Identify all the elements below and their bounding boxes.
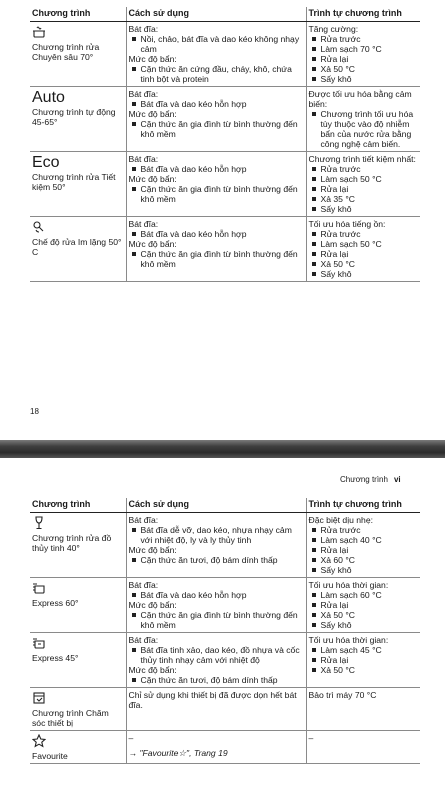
sequence-cell xyxy=(306,86,420,151)
program-name: Chương trình Chăm sóc thiết bị xyxy=(32,707,109,728)
program-row xyxy=(30,86,420,151)
machine-care-icon xyxy=(32,691,46,705)
soil-item: Cặn thức ăn gia đình từ bình thường đến khô mềm xyxy=(129,249,304,269)
sequence-step: Sấy khô xyxy=(309,565,419,575)
program-table-bottom xyxy=(30,498,420,764)
usage-label: Bát đĩa: xyxy=(128,218,159,229)
usage-item: Bát đĩa và dao kéo hỗn hợp xyxy=(129,590,304,600)
program-cell xyxy=(30,730,126,763)
page-number: 18 xyxy=(30,407,39,416)
sequence-list xyxy=(309,525,419,575)
header-language-code: vi xyxy=(393,475,401,484)
soil-list xyxy=(129,675,304,685)
soil-label: Mức độ bẩn: xyxy=(128,664,177,675)
usage-cell xyxy=(126,512,306,577)
col-header-sequence: Trình tự chương trình xyxy=(306,7,420,21)
usage-cell xyxy=(126,216,306,281)
usage-text: Chỉ sử dụng khi thiết bị đã được dọn hết bát đĩa. xyxy=(128,689,297,710)
usage-item: Bát đĩa và dao kéo hỗn hợp xyxy=(129,99,304,109)
sequence-step: Rửa lại xyxy=(309,249,419,259)
usage-cell xyxy=(126,687,306,730)
soil-label: Mức độ bẩn: xyxy=(128,108,177,119)
usage-list xyxy=(129,229,304,239)
program-cell xyxy=(30,512,126,577)
usage-cell xyxy=(126,151,306,216)
program-row xyxy=(30,151,420,216)
program-name: Favourite xyxy=(32,750,68,761)
soil-label: Mức độ bẩn: xyxy=(128,238,177,249)
sequence-title: Chương trình tiết kiệm nhất: xyxy=(308,153,416,164)
usage-text: – xyxy=(128,732,134,743)
col-header-usage: Cách sử dụng xyxy=(126,498,306,512)
soil-label: Mức độ bẩn: xyxy=(128,544,177,555)
sequence-step: Rửa trước xyxy=(309,164,419,174)
program-row xyxy=(30,216,420,281)
sequence-list xyxy=(309,109,419,149)
soil-list xyxy=(129,249,304,269)
sequence-cell xyxy=(306,632,420,687)
usage-item: Bát đĩa dễ vỡ, dao kéo, nhựa nhạy cảm với nhiệt độ, ly và ly thủy tinh xyxy=(129,525,304,545)
sequence-cell xyxy=(306,687,420,730)
sequence-step: Xả 35 °C xyxy=(309,194,419,204)
sequence-title: Bảo trì máy 70 °C xyxy=(308,689,377,700)
sequence-cell xyxy=(306,21,420,86)
page-reference: → "Favourite☆", Trang 19 xyxy=(128,747,228,758)
sequence-title: Được tối ưu hóa bằng cảm biến: xyxy=(308,88,412,109)
wine-glass-icon xyxy=(32,516,46,530)
sequence-cell xyxy=(306,577,420,632)
sequence-cell xyxy=(306,730,420,763)
usage-item: Nồi, chảo, bát đĩa và dao kéo không nhạy cảm xyxy=(129,34,304,54)
sequence-step: Xả 50 °C xyxy=(309,665,419,675)
usage-cell xyxy=(126,86,306,151)
running-header xyxy=(340,475,401,484)
usage-label: Bát đĩa: xyxy=(128,634,159,645)
express-45-icon xyxy=(32,636,46,650)
usage-list xyxy=(129,99,304,109)
usage-item: Bát đĩa và dao kéo hỗn hợp xyxy=(129,229,304,239)
soil-item: Cặn thức ăn gia đình từ bình thường đến khô mềm xyxy=(129,184,304,204)
usage-cell xyxy=(126,632,306,687)
star-icon xyxy=(32,734,46,748)
sequence-step: Làm sạch 40 °C xyxy=(309,535,419,545)
program-row xyxy=(30,512,420,577)
usage-list xyxy=(129,525,304,545)
sequence-step: Xả 50 °C xyxy=(309,259,419,269)
sequence-title: Tối ưu hóa tiếng ồn: xyxy=(308,218,386,229)
soil-list xyxy=(129,64,304,84)
usage-item: Bát đĩa tinh xảo, dao kéo, đồ nhựa và cốc thủy tinh nhạy cảm với nhiệt độ xyxy=(129,645,304,665)
program-cell xyxy=(30,577,126,632)
sequence-title: Tối ưu hóa thời gian: xyxy=(308,579,389,590)
usage-cell xyxy=(126,21,306,86)
sequence-step: Làm sạch 45 °C xyxy=(309,645,419,655)
sequence-step: Rửa lại xyxy=(309,600,419,610)
usage-item: Bát đĩa và dao kéo hỗn hợp xyxy=(129,164,304,174)
sequence-list xyxy=(309,164,419,214)
soil-item: Cặn thức ăn gia đình từ bình thường đến khô mềm xyxy=(129,610,304,630)
soil-list xyxy=(129,119,304,139)
sequence-step: Sấy khô xyxy=(309,204,419,214)
sequence-step: Rửa trước xyxy=(309,34,419,44)
sequence-title: Đặc biệt dịu nhẹ: xyxy=(308,514,373,525)
usage-label: Bát đĩa: xyxy=(128,514,159,525)
program-row xyxy=(30,21,420,86)
usage-list xyxy=(129,590,304,600)
soil-item: Cặn thức ăn tươi, độ bám dính thấp xyxy=(129,555,304,565)
sequence-title: – xyxy=(308,732,314,743)
usage-label: Bát đĩa: xyxy=(128,88,159,99)
sequence-step: Rửa trước xyxy=(309,229,419,239)
sequence-step: Sấy khô xyxy=(309,269,419,279)
sequence-step: Chương trình tối ưu hóa tùy thuộc vào độ nhiễm bẩn của nước rửa bằng công nghệ cảm biến. xyxy=(309,109,419,149)
program-row xyxy=(30,632,420,687)
header-section-title: Chương trình xyxy=(340,475,388,484)
program-name: Chương trình rửa Chuyên sâu 70° xyxy=(32,41,100,62)
program-name: Chế độ rửa Im lặng 50° C xyxy=(32,236,122,257)
soil-label: Mức độ bẩn: xyxy=(128,173,177,184)
sequence-step: Sấy khô xyxy=(309,620,419,630)
sequence-step: Rửa lại xyxy=(309,184,419,194)
program-cell xyxy=(30,86,126,151)
usage-label: Bát đĩa: xyxy=(128,579,159,590)
program-cell xyxy=(30,21,126,86)
soil-item: Cặn thức ăn gia đình từ bình thường đến khô mềm xyxy=(129,119,304,139)
program-row xyxy=(30,577,420,632)
soil-label: Mức độ bẩn: xyxy=(128,599,177,610)
col-header-program: Chương trình xyxy=(30,7,126,21)
program-row xyxy=(30,687,420,730)
usage-list xyxy=(129,164,304,174)
sequence-cell xyxy=(306,151,420,216)
sequence-step: Sấy khô xyxy=(309,74,419,84)
manual-page-19 xyxy=(0,458,445,800)
sequence-step: Làm sạch 50 °C xyxy=(309,239,419,249)
sequence-step: Rửa lại xyxy=(309,655,419,665)
program-cell xyxy=(30,216,126,281)
table-header xyxy=(30,498,420,512)
sequence-step: Xả 60 °C xyxy=(309,555,419,565)
sequence-step: Xả 50 °C xyxy=(309,64,419,74)
sequence-cell xyxy=(306,216,420,281)
sequence-step: Xả 50 °C xyxy=(309,610,419,620)
sequence-step: Làm sạch 50 °C xyxy=(309,174,419,184)
soil-item: Cặn thức ăn tươi, độ bám dính thấp xyxy=(129,675,304,685)
intensive-pot-icon xyxy=(32,25,46,39)
soil-label: Mức độ bẩn: xyxy=(128,53,177,64)
program-name: Express 45° xyxy=(32,652,79,663)
program-name: Express 60° xyxy=(32,597,79,608)
sequence-list xyxy=(309,590,419,630)
silence-icon xyxy=(32,220,46,234)
sequence-step: Rửa trước xyxy=(309,525,419,535)
col-header-program: Chương trình xyxy=(30,498,126,512)
sequence-list xyxy=(309,229,419,279)
sequence-list xyxy=(309,34,419,84)
sequence-step: Rửa lại xyxy=(309,54,419,64)
express-60-icon xyxy=(32,581,46,595)
soil-item: Cặn thức ăn cứng đầu, cháy, khô, chứa tinh bột và protein xyxy=(129,64,304,84)
sequence-step: Làm sạch 60 °C xyxy=(309,590,419,600)
sequence-step: Làm sạch 70 °C xyxy=(309,44,419,54)
soil-list xyxy=(129,555,304,565)
program-symbol: Auto xyxy=(32,88,65,106)
program-table-top xyxy=(30,7,420,282)
sequence-list xyxy=(309,645,419,675)
program-name: Chương trình rửa Tiết kiệm 50° xyxy=(32,171,116,192)
usage-cell xyxy=(126,577,306,632)
sequence-cell xyxy=(306,512,420,577)
col-header-sequence: Trình tự chương trình xyxy=(306,498,420,512)
program-symbol: Eco xyxy=(32,153,60,171)
sequence-title: Tối ưu hóa thời gian: xyxy=(308,634,389,645)
usage-list xyxy=(129,34,304,54)
program-cell xyxy=(30,151,126,216)
program-cell xyxy=(30,687,126,730)
usage-label: Bát đĩa: xyxy=(128,153,159,164)
soil-list xyxy=(129,610,304,630)
sequence-title: Tăng cường: xyxy=(308,23,359,34)
usage-list xyxy=(129,645,304,665)
sequence-step: Rửa lại xyxy=(309,545,419,555)
program-cell xyxy=(30,632,126,687)
program-name: Chương trình tự động 45-65° xyxy=(32,106,116,127)
page-divider xyxy=(0,440,445,458)
usage-label: Bát đĩa: xyxy=(128,23,159,34)
program-row xyxy=(30,730,420,763)
usage-cell xyxy=(126,730,306,763)
soil-list xyxy=(129,184,304,204)
program-name: Chương trình rửa đồ thủy tinh 40° xyxy=(32,532,112,553)
col-header-usage: Cách sử dụng xyxy=(126,7,306,21)
table-header xyxy=(30,7,420,21)
